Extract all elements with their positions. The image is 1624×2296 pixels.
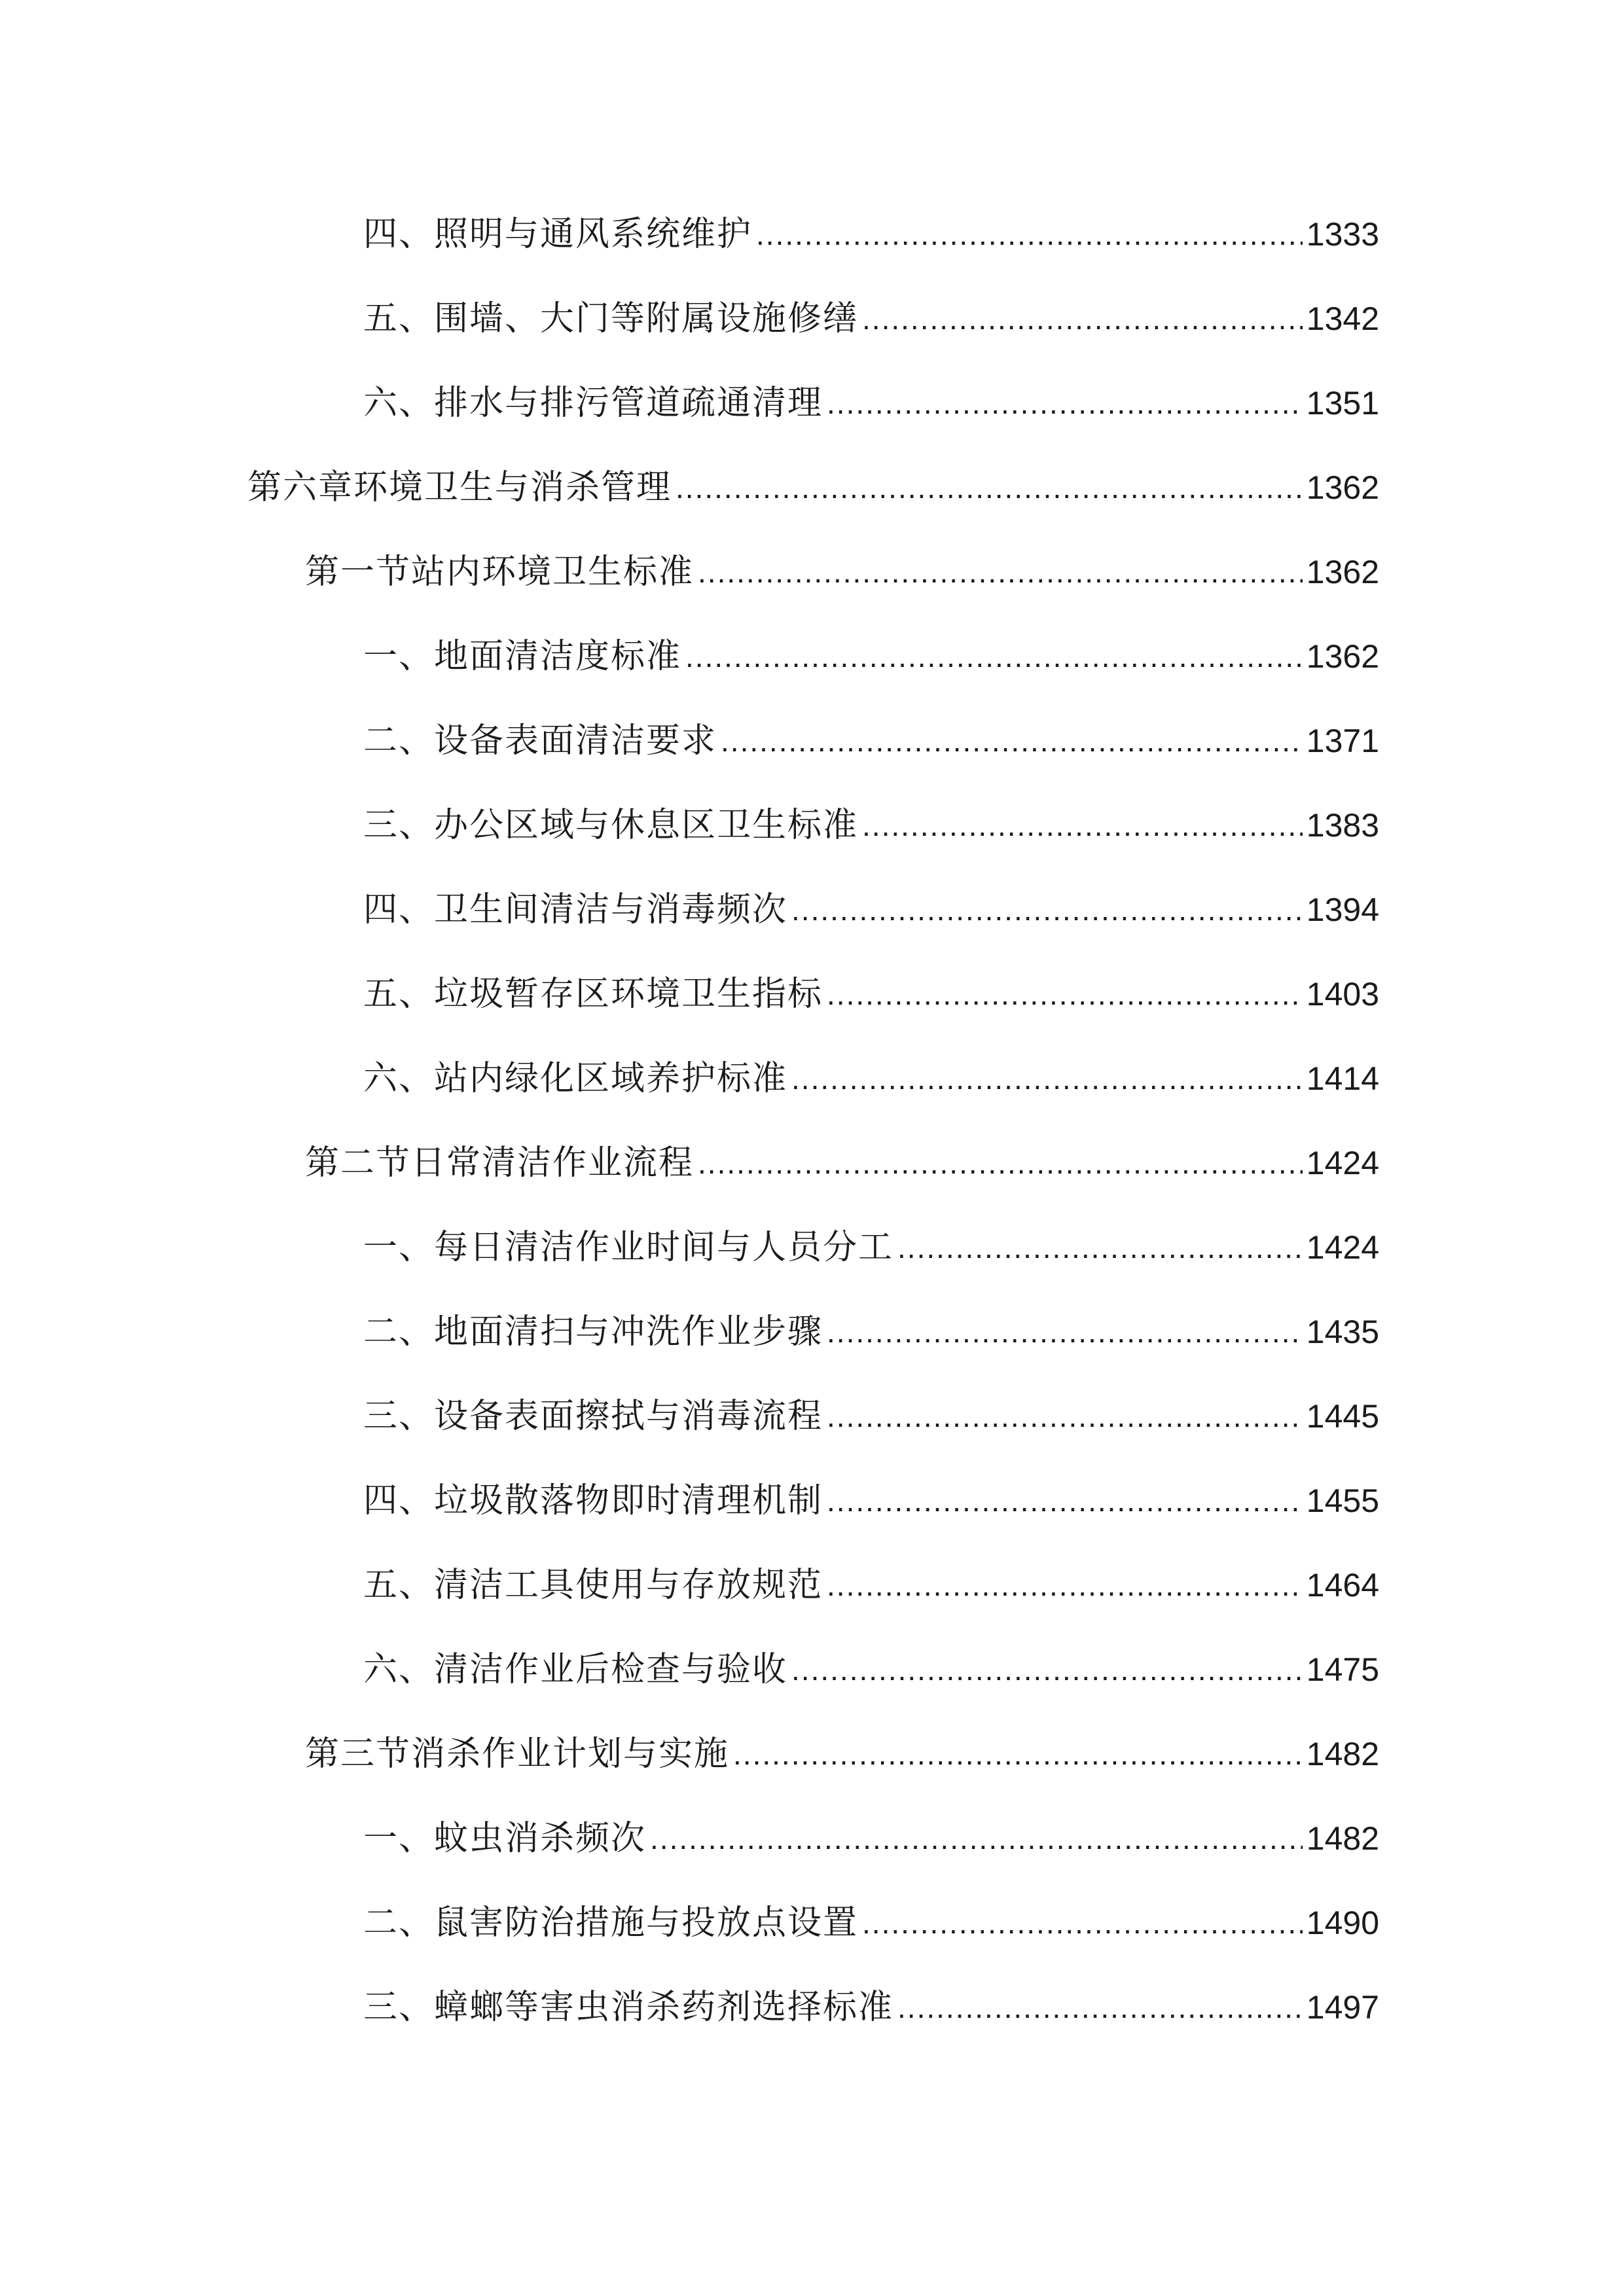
toc-entry-page: 1371 [1306,723,1379,759]
toc-dot-leader [698,1137,1303,1189]
toc-entry-title: 二、鼠害防治措施与投放点设置 [363,1903,859,1943]
toc-entry-page: 1482 [1306,1820,1379,1857]
toc-dot-leader [791,1643,1303,1696]
toc-entry[interactable] [363,1475,1379,1527]
toc-dot-leader [862,293,1303,345]
toc-entry-page: 1333 [1306,216,1379,253]
toc-dot-leader [791,884,1303,936]
toc-entry-page: 1403 [1306,976,1379,1013]
toc-dot-leader [827,1390,1303,1443]
toc-entry[interactable] [363,1812,1379,1865]
toc-entry[interactable] [363,377,1379,429]
toc-dot-leader [897,1981,1303,2034]
toc-entry-page: 1414 [1306,1060,1379,1097]
toc-entry[interactable] [363,1052,1379,1105]
toc-dot-leader [827,1306,1303,1358]
toc-dot-leader [897,1221,1303,1274]
toc-entry[interactable] [363,1981,1379,2034]
toc-entry-title: 第三节消杀作业计划与实施 [305,1734,730,1774]
toc-entry-title: 六、站内绿化区域养护标准 [363,1059,788,1098]
toc-dot-leader [676,461,1303,514]
toc-entry-page: 1464 [1306,1567,1379,1604]
toc-entry[interactable] [363,1643,1379,1696]
toc-entry-title: 三、蟑螂等害虫消杀药剂选择标准 [363,1988,894,2027]
toc-entry-title: 二、设备表面清洁要求 [363,721,717,761]
toc-dot-leader [827,377,1303,429]
toc-dot-leader [733,1728,1303,1780]
toc-entry-page: 1475 [1306,1651,1379,1688]
toc-entry[interactable] [363,968,1379,1020]
toc-entry[interactable] [363,1221,1379,1274]
toc-entry-title: 第一节站内环境卫生标准 [305,552,695,592]
toc-entry-page: 1424 [1306,1229,1379,1266]
toc-entry-page: 1351 [1306,385,1379,422]
toc-entry[interactable] [363,630,1379,683]
toc-dot-leader [862,799,1303,852]
toc-entry-page: 1445 [1306,1398,1379,1435]
toc-entry-page: 1362 [1306,638,1379,675]
toc-entry-title: 六、排水与排污管道疏通清理 [363,384,823,423]
toc-entry-section[interactable] [305,1137,1379,1189]
toc-entry-title: 四、照明与通风系统维护 [363,215,753,254]
toc-entry-title: 第二节日常清洁作业流程 [305,1143,695,1183]
toc-entry-title: 五、清洁工具使用与存放规范 [363,1566,823,1605]
toc-entry[interactable] [363,1306,1379,1358]
toc-entry-title: 四、垃圾散落物即时清理机制 [363,1481,823,1520]
toc-entry-page: 1435 [1306,1314,1379,1350]
toc-entry-page: 1424 [1306,1145,1379,1181]
toc-dot-leader [756,208,1303,260]
toc-dot-leader [827,968,1303,1020]
toc-entry-title: 一、地面清洁度标准 [363,637,682,676]
toc-dot-leader [827,1475,1303,1527]
toc-entry[interactable] [363,1390,1379,1443]
toc-entry-title: 五、垃圾暂存区环境卫生指标 [363,975,823,1014]
toc-entry-page: 1482 [1306,1736,1379,1772]
toc-dot-leader [685,630,1303,683]
toc-entry-title: 一、蚊虫消杀频次 [363,1819,647,1858]
toc-entry-title: 三、办公区域与休息区卫生标准 [363,806,859,845]
toc-entry[interactable] [363,208,1379,260]
toc-entry-page: 1383 [1306,807,1379,844]
toc-entry-page: 1497 [1306,1989,1379,2026]
toc-entry-page: 1342 [1306,300,1379,337]
toc-dot-leader [698,546,1303,598]
toc-entry-title: 五、围墙、大门等附属设施修缮 [363,299,859,338]
toc-entry-title: 一、每日清洁作业时间与人员分工 [363,1228,894,1267]
toc-dot-leader [721,715,1303,767]
toc-entry[interactable] [363,884,1379,936]
toc-entry-page: 1490 [1306,1905,1379,1941]
toc-entry-title: 第六章环境卫生与消杀管理 [247,468,672,507]
toc-entry[interactable] [363,1897,1379,1949]
toc-entry-title: 二、地面清扫与冲洗作业步骤 [363,1312,823,1352]
toc-entry-section[interactable] [305,546,1379,598]
toc-entry-page: 1362 [1306,469,1379,506]
toc-dot-leader [827,1559,1303,1611]
toc-entry[interactable] [363,715,1379,767]
toc-entry-section[interactable] [305,1728,1379,1780]
toc-entry-title: 三、设备表面擦拭与消毒流程 [363,1397,823,1436]
toc-entry-title: 六、清洁作业后检查与验收 [363,1650,788,1689]
toc-entry-title: 四、卫生间清洁与消毒频次 [363,890,788,929]
toc-dot-leader [791,1052,1303,1105]
toc-entry-chapter[interactable] [247,461,1379,514]
toc-entry-page: 1394 [1306,891,1379,928]
toc-dot-leader [862,1897,1303,1949]
toc-entry-page: 1455 [1306,1482,1379,1519]
toc-entry[interactable] [363,799,1379,852]
toc-entry-page: 1362 [1306,554,1379,590]
toc-entry[interactable] [363,1559,1379,1611]
toc-dot-leader [650,1812,1303,1865]
toc-entry[interactable] [363,293,1379,345]
